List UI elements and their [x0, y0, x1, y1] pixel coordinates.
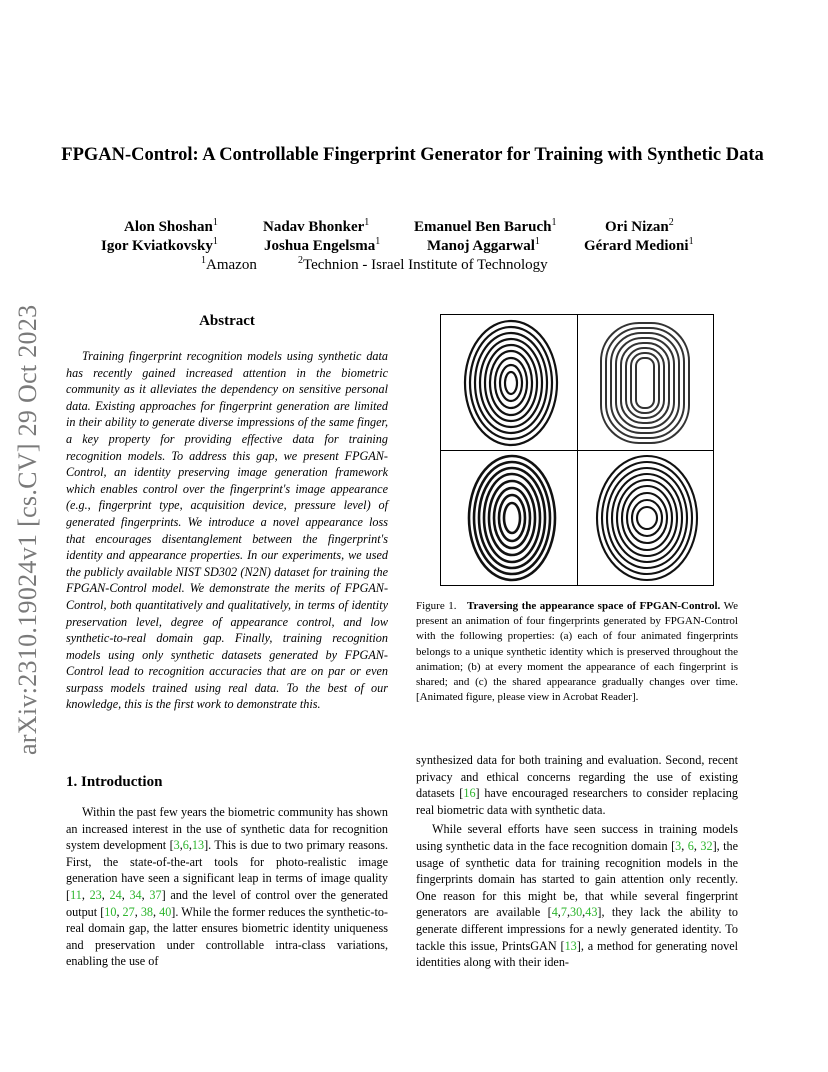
- author: Ori Nizan$^2$: [605, 217, 674, 235]
- citation-link[interactable]: 6: [182, 838, 189, 853]
- citation-link[interactable]: 6: [687, 838, 694, 853]
- intro-continued: [416, 752, 738, 971]
- figure-divider: [441, 450, 713, 451]
- citation-link[interactable]: 4: [551, 905, 558, 920]
- citation-link[interactable]: 24: [109, 887, 122, 902]
- fingerprint-image: [599, 321, 691, 445]
- fingerprint-image: [463, 317, 559, 447]
- abstract-heading: Abstract: [199, 313, 255, 329]
- figure-caption: [416, 599, 738, 705]
- author: Joshua Engelsma$^1$: [264, 236, 381, 254]
- author: Manoj Aggarwal$^1$: [427, 236, 540, 254]
- citation-link[interactable]: 3: [173, 838, 180, 853]
- citation-link[interactable]: 7: [560, 905, 567, 920]
- citation-link[interactable]: 3: [675, 838, 682, 853]
- citation-link[interactable]: 30: [569, 905, 583, 920]
- section-heading: 1. Introduction: [66, 774, 163, 790]
- citation-link[interactable]: 11: [70, 887, 82, 902]
- citation-link[interactable]: 27: [122, 904, 135, 919]
- citation-link[interactable]: 43: [585, 905, 598, 920]
- affiliation: $^1$ Amazon: [201, 255, 257, 273]
- affiliation: $^2$ Technion - Israel Institute of Technology: [298, 255, 548, 273]
- paragraph: While several efforts have seen success in training models using synthetic data in the face recognition domain [3, 6, 32], the usage of synthetic data for training recognition models in the fingerprints domain has started to gain attention only recently. One reason for this might be, that while several fingerprint generators are available [4,7,30,43], they lack the ability to generate different impressions for a newly generated identity. To tackle this issue, PrintsGAN [13], a method for generating novel identities along with their iden-: [416, 822, 739, 970]
- paragraph: synthesized data for both training and evaluation. Second, recent privacy and ethical concerns regarding the use of existing datasets [16] have encouraged researchers to consider replacing real biometric data with synthetic data.: [416, 753, 738, 817]
- abstract-text: Training fingerprint recognition models using synthetic data has recently gained increased attention in the biometric community as it alleviates the dependency on sensitive personal data. Existing approaches for fingerprint generation are limited in their ability to generate diverse impressions of the same finger, a key property for providing effective data for training recognition models. To address this gap, we present FPGAN-Control, an identity preserving image generation framework which enables control over the fingerprint's image appearance (e.g., fingerprint type, acquisition device, pressure level) of generated fingerprints. We introduce a novel appearance loss that encourages disentanglement between the fingerprint's identity and appearance properties. In our experiments, we used the publicly available NIST SD302 (N2N) dataset for training the FPGAN-Control model. We demonstrate the merits of FPGAN-Control, both quantitatively and qualitatively, in terms of identity preservation level, degree of appearance control, and low synthetic-to-real domain gap. Finally, training recognition models using only synthetic datasets generated by FPGAN-Control lead to recognition accuracies that are on par or even surpass models trained using real data. To the best of our knowledge, this is the first work to demonstrate this.: [66, 349, 388, 712]
- citation-link[interactable]: 37: [149, 887, 162, 902]
- author: Alon Shoshan$^1$: [124, 217, 218, 235]
- citation-link[interactable]: 38: [140, 904, 154, 919]
- fingerprint-figure: [440, 314, 714, 586]
- fingerprint-image: [595, 453, 699, 583]
- author: Gérard Medioni$^1$: [584, 236, 694, 254]
- intro-paragraph: Within the past few years the biometric community has shown an increased interest in the use of synthetic data for recognition system development [3,6,13]. This is due to two primary reasons. First, the state-of-the-art tools for photo-realistic image generation have seen a significant leap in terms of image quality [11, 23, 24, 34, 37] and the level of control over the generated output [10, 27, 38, 40]. While the former reduces the synthetic-to-real domain gap, the latter ensures biometric identity uniqueness and preservation under controllable intra-class variations, enabling the use of: [66, 805, 388, 969]
- figure-caption-title: Traversing the appearance space of FPGAN-Control.: [467, 600, 721, 612]
- citation-link[interactable]: 13: [191, 838, 205, 853]
- figure-label: Figure 1.: [416, 600, 457, 612]
- citation-link[interactable]: 34: [129, 887, 142, 902]
- citation-link[interactable]: 23: [89, 887, 102, 902]
- citation-link[interactable]: 32: [700, 838, 713, 853]
- author: Nadav Bhonker$^1$: [263, 217, 370, 235]
- citation-link[interactable]: 40: [159, 904, 172, 919]
- fingerprint-image: [467, 453, 557, 583]
- paper-title: FPGAN-Control: A Controllable Fingerprint Generator for Training with Synthetic Data: [61, 145, 764, 165]
- figure-caption-text: We present an animation of four fingerprints generated by FPGAN-Control with the following properties: (a) each of four animated fingerprints belongs to a unique synthetic identity which is preserved throughout the animation; (b) at every moment the appearance of each fingerprint is shared; and (c) the shared appearance gradually changes over time. [Animated figure, please view in Acrobat Reader].: [416, 600, 738, 704]
- author: Igor Kviatkovsky$^1$: [101, 236, 218, 254]
- citation-link[interactable]: 10: [104, 904, 117, 919]
- arxiv-stamp: arXiv:2310.19024v1 [cs.CV] 29 Oct 2023: [13, 304, 42, 755]
- author: Emanuel Ben Baruch$^1$: [414, 217, 557, 235]
- citation-link[interactable]: 16: [463, 786, 476, 801]
- citation-link[interactable]: 13: [564, 938, 577, 953]
